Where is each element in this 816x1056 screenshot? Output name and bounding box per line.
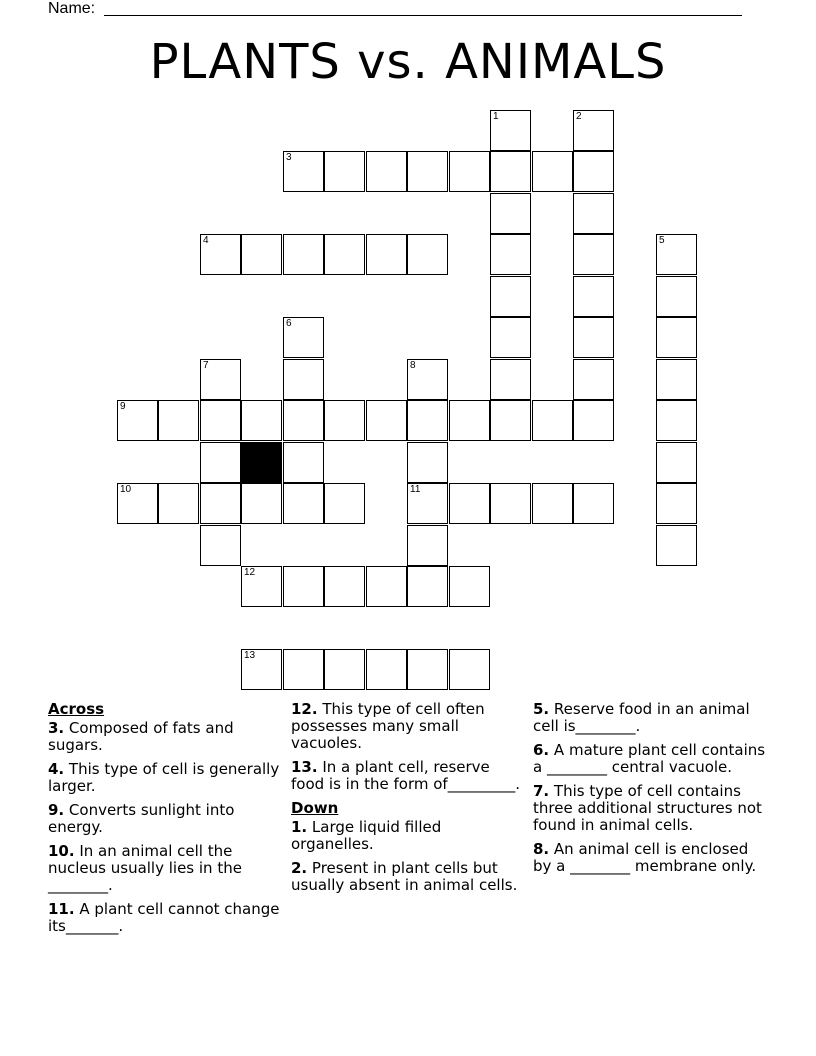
grid-cell[interactable]: [366, 151, 407, 192]
clue-text: A plant cell cannot change its_______.: [48, 900, 280, 935]
grid-cell[interactable]: [283, 649, 324, 690]
clue-item: [48, 901, 284, 935]
grid-cell[interactable]: [241, 483, 282, 524]
grid-cell[interactable]: [656, 442, 697, 483]
grid-cell[interactable]: [490, 193, 531, 234]
clue-num: 2.: [291, 859, 308, 877]
grid-cell[interactable]: [656, 276, 697, 317]
clue-item: [48, 843, 284, 894]
grid-cell[interactable]: [532, 400, 573, 441]
grid-cell[interactable]: [573, 110, 614, 151]
grid-cell[interactable]: [283, 317, 324, 358]
clue-number: 3: [286, 152, 292, 163]
grid-cell[interactable]: [449, 566, 490, 607]
grid-cell[interactable]: [366, 234, 407, 275]
clue-num: 6.: [533, 741, 550, 759]
clue-num: 1.: [291, 818, 308, 836]
grid-cell[interactable]: [241, 400, 282, 441]
grid-cell[interactable]: [283, 359, 324, 400]
clue-number: 1: [493, 111, 499, 122]
clue-text: Reserve food in an animal cell is________.: [533, 700, 750, 735]
grid-cell[interactable]: [449, 151, 490, 192]
clue-item: [291, 701, 527, 752]
grid-cell[interactable]: [490, 276, 531, 317]
grid-cell[interactable]: [241, 234, 282, 275]
grid-cell[interactable]: [324, 151, 365, 192]
grid-cell[interactable]: [656, 317, 697, 358]
grid-cell[interactable]: [490, 317, 531, 358]
grid-cell[interactable]: [656, 359, 697, 400]
down-heading: Down: [291, 799, 339, 817]
grid-cell[interactable]: [200, 442, 241, 483]
clue-item: [533, 783, 769, 834]
grid-cell[interactable]: [573, 151, 614, 192]
grid-cell[interactable]: [200, 359, 241, 400]
grid-cell[interactable]: [407, 649, 448, 690]
grid-cell[interactable]: [573, 234, 614, 275]
clue-text: This type of cell is generally larger.: [48, 760, 280, 795]
grid-cell[interactable]: [449, 400, 490, 441]
clue-text: A mature plant cell contains a ________ central vacuole.: [533, 741, 766, 776]
clue-text: This type of cell contains three additional structures not found in animal cells.: [533, 782, 762, 834]
grid-cell[interactable]: [407, 483, 448, 524]
name-label: Name:: [48, 0, 96, 17]
grid-cell[interactable]: [117, 400, 158, 441]
clue-number: 10: [120, 484, 132, 495]
clues-column-3: [533, 701, 769, 882]
clue-item: [291, 819, 527, 853]
grid-cell[interactable]: [283, 151, 324, 192]
grid-cell[interactable]: [573, 400, 614, 441]
grid-cell[interactable]: [407, 151, 448, 192]
grid-cell[interactable]: [283, 400, 324, 441]
grid-cell[interactable]: [656, 525, 697, 566]
grid-cell[interactable]: [573, 317, 614, 358]
clue-item: [48, 761, 284, 795]
grid-cell[interactable]: [490, 359, 531, 400]
clue-num: 7.: [533, 782, 550, 800]
name-line[interactable]: [104, 15, 742, 16]
grid-cell[interactable]: [283, 566, 324, 607]
grid-cell[interactable]: [324, 566, 365, 607]
clue-text: An animal cell is enclosed by a ________ membrane only.: [533, 840, 757, 875]
grid-cell[interactable]: [158, 483, 199, 524]
clue-text: This type of cell often possesses many small vacuoles.: [291, 700, 485, 752]
grid-cell[interactable]: [490, 151, 531, 192]
clue-number: 6: [286, 318, 292, 329]
clue-num: 8.: [533, 840, 550, 858]
grid-cell[interactable]: [573, 193, 614, 234]
grid-cell[interactable]: [490, 234, 531, 275]
clue-text: Composed of fats and sugars.: [48, 719, 234, 754]
clue-num: 3.: [48, 719, 65, 737]
grid-cell[interactable]: [200, 483, 241, 524]
grid-cell[interactable]: [656, 483, 697, 524]
clue-num: 10.: [48, 842, 75, 860]
clue-number: 9: [120, 401, 126, 412]
clues-column-2: [291, 701, 527, 901]
clue-number: 7: [203, 360, 209, 371]
grid-cell[interactable]: [407, 359, 448, 400]
clue-num: 12.: [291, 700, 318, 718]
clue-num: 11.: [48, 900, 75, 918]
grid-cell[interactable]: [241, 566, 282, 607]
grid-cell[interactable]: [407, 234, 448, 275]
grid-cell[interactable]: [407, 442, 448, 483]
grid-cell[interactable]: [407, 566, 448, 607]
grid-cell[interactable]: [573, 483, 614, 524]
grid-cell[interactable]: [324, 234, 365, 275]
clue-number: 4: [203, 235, 209, 246]
grid-cell[interactable]: [532, 151, 573, 192]
grid-cell[interactable]: [324, 483, 365, 524]
grid-cell[interactable]: [283, 483, 324, 524]
page-title: PLANTS vs. ANIMALS: [149, 34, 667, 90]
grid-cell[interactable]: [532, 483, 573, 524]
grid-cell[interactable]: [324, 400, 365, 441]
across-heading: Across: [48, 700, 105, 718]
grid-cell[interactable]: [573, 276, 614, 317]
clue-text: Present in plant cells but usually absent in animal cells.: [291, 859, 518, 894]
grid-cell[interactable]: [366, 400, 407, 441]
clue-num: 4.: [48, 760, 65, 778]
grid-cell[interactable]: [283, 234, 324, 275]
grid-cell[interactable]: [158, 400, 199, 441]
shaded-cell: [241, 442, 282, 483]
clue-text: Large liquid filled organelles.: [291, 818, 442, 853]
grid-cell[interactable]: [449, 649, 490, 690]
grid-cell[interactable]: [200, 400, 241, 441]
grid-cell[interactable]: [407, 525, 448, 566]
clue-text: In an animal cell the nucleus usually lies in the ________.: [48, 842, 242, 894]
clue-item: [533, 841, 769, 875]
grid-cell[interactable]: [200, 234, 241, 275]
clue-text: In a plant cell, reserve food is in the form of_________.: [291, 758, 520, 793]
grid-cell[interactable]: [366, 649, 407, 690]
clue-item: [48, 720, 284, 754]
clue-num: 13.: [291, 758, 318, 776]
clue-number: 8: [410, 360, 416, 371]
clue-num: 5.: [533, 700, 550, 718]
clue-item: [291, 759, 527, 793]
grid-cell[interactable]: [324, 649, 365, 690]
grid-cell[interactable]: [241, 649, 282, 690]
clue-item: [291, 860, 527, 894]
clues-column-1: [48, 701, 284, 942]
clue-text: Converts sunlight into energy.: [48, 801, 235, 836]
clue-item: [533, 742, 769, 776]
clue-number: 2: [576, 111, 582, 122]
grid-cell[interactable]: [200, 525, 241, 566]
grid-cell[interactable]: [656, 234, 697, 275]
grid-cell[interactable]: [490, 400, 531, 441]
grid-cell[interactable]: [656, 400, 697, 441]
grid-cell[interactable]: [490, 483, 531, 524]
clue-number: 11: [410, 484, 421, 495]
grid-cell[interactable]: [449, 483, 490, 524]
grid-cell[interactable]: [490, 110, 531, 151]
grid-cell[interactable]: [407, 400, 448, 441]
clue-number: 12: [244, 567, 256, 578]
grid-cell[interactable]: [283, 442, 324, 483]
grid-cell[interactable]: [573, 359, 614, 400]
clue-number: 5: [659, 235, 665, 246]
clue-item: [533, 701, 769, 735]
grid-cell[interactable]: [117, 483, 158, 524]
clue-number: 13: [244, 650, 256, 661]
clue-item: [48, 802, 284, 836]
clue-num: 9.: [48, 801, 65, 819]
grid-cell[interactable]: [366, 566, 407, 607]
